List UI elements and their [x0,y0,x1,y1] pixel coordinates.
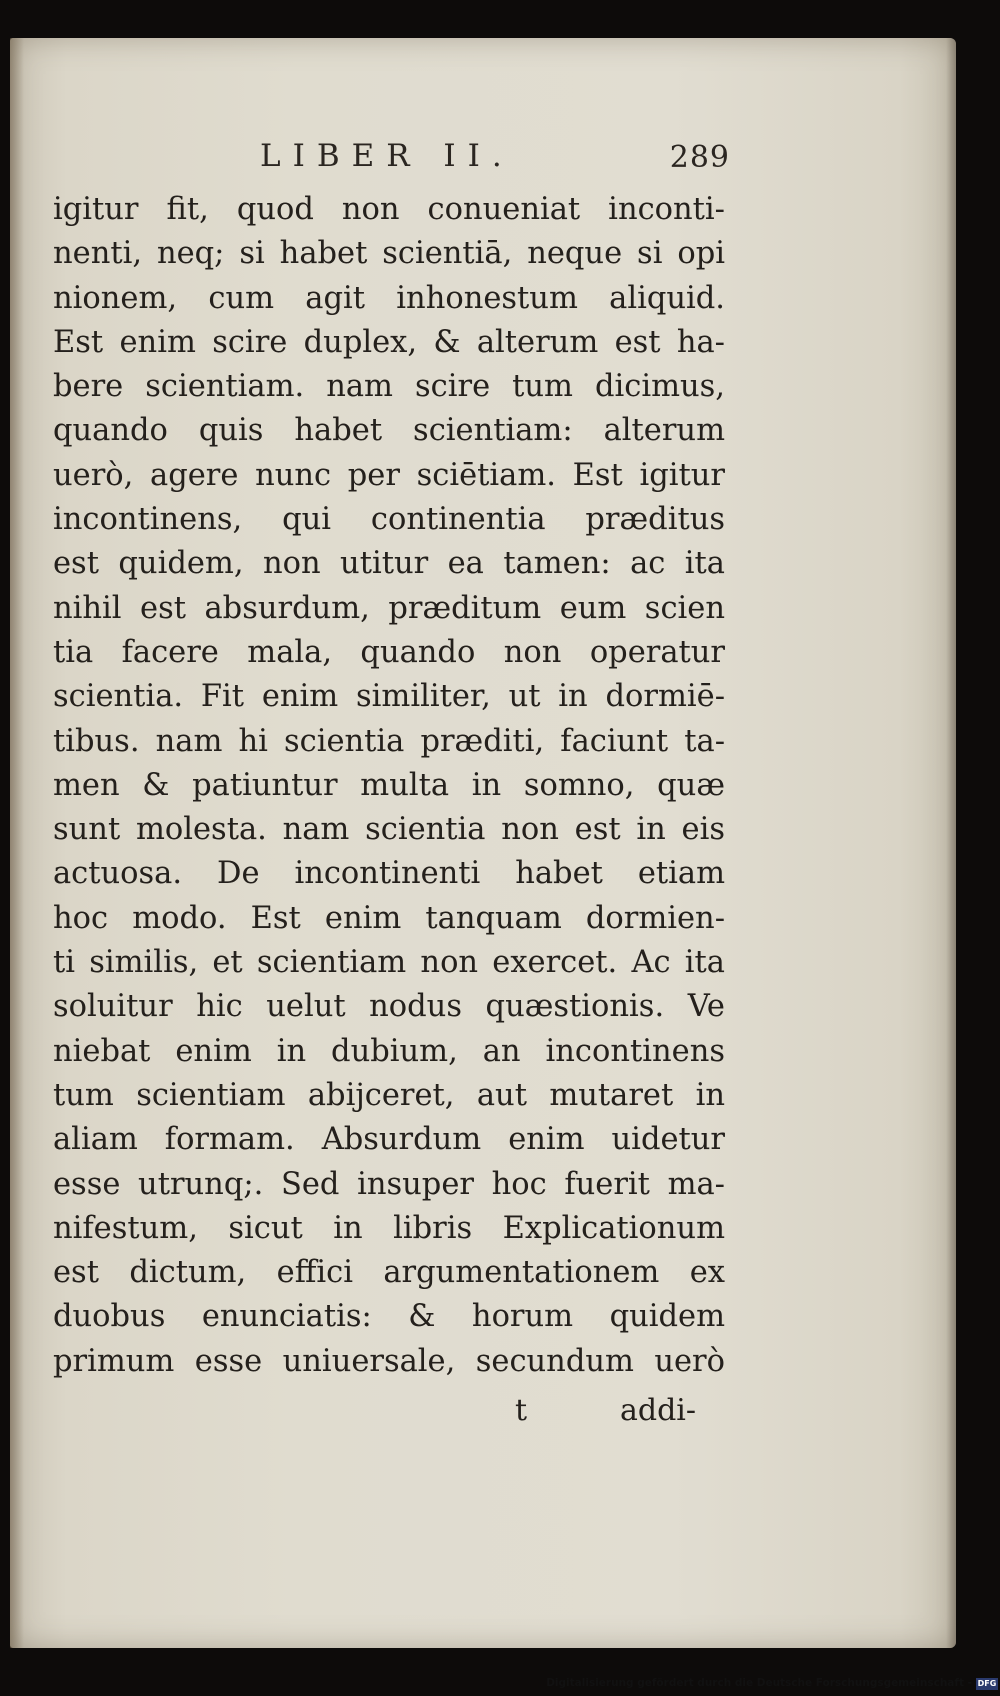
running-head [260,138,730,182]
text-line: duobus enunciatis: & horum quidem [53,1299,725,1335]
text-line: primum esse uniuersale, secundum uerò [53,1343,725,1379]
text-line: est dictum, effici argumentationem ex [53,1255,725,1291]
text-line: scientia. Fit enim similiter, ut in dormiē- [53,679,725,715]
text-line: incontinens, qui continentia præditus [53,502,725,538]
text-line: igitur fit, quod non conueniat inconti- [53,192,725,227]
text-line: men & patiuntur multa in somno, quæ [53,767,725,803]
text-line: Est enim scire duplex, & alterum est ha- [53,324,725,360]
text-line: sunt molesta. nam scientia non est in eis [53,812,725,848]
text-line: actuosa. De incontinenti habet etiam [53,856,725,892]
running-head-title: LIBER II. [260,138,514,174]
page-footer [10,1393,710,1433]
text-line: tum scientiam abijceret, aut mutaret in [53,1077,725,1113]
text-line: soluitur hic uelut nodus quæstionis. Ve [53,989,725,1025]
text-line: nenti, neq; si habet scientiā, neque si opi [53,236,725,272]
text-line: tibus. nam hi scientia præditi, faciunt ta- [53,723,725,759]
text-line: nionem, cum agit inhonestum aliquid. [53,280,725,316]
catchword: addi- [620,1393,697,1428]
body-text [53,188,725,1384]
text-line: hoc modo. Est enim tanquam dormien- [53,900,725,936]
digitization-credit: Digitalisierung gefördert durch die Deutsche Forschungsgemeinschaft - [546,1677,972,1689]
text-line: bere scientiam. nam scire tum dicimus, [53,369,725,405]
text-line: esse utrunq;. Sed insuper hoc fuerit ma- [53,1166,725,1202]
text-line: quando quis habet scientiam: alterum [53,413,725,449]
text-line: niebat enim in dubium, an incontinens [53,1033,725,1069]
text-line: nifestum, sicut in libris Explicationum [53,1210,725,1246]
signature-mark: t [515,1393,528,1428]
text-line: nihil est absurdum, præditum eum scien [53,590,725,626]
text-line: ti similis, et scientiam non exercet. Ac ita [53,945,725,981]
text-line: aliam formam. Absurdum enim uidetur [53,1122,725,1158]
page-number: 289 [669,140,730,175]
text-line: tia facere mala, quando non operatur [53,634,725,670]
dfg-logo: DFG [977,1679,997,1688]
text-line: est quidem, non utitur ea tamen: ac ita [53,546,725,582]
book-page [10,38,956,1648]
text-line: uerò, agere nunc per sciētiam. Est igitur [53,457,725,493]
